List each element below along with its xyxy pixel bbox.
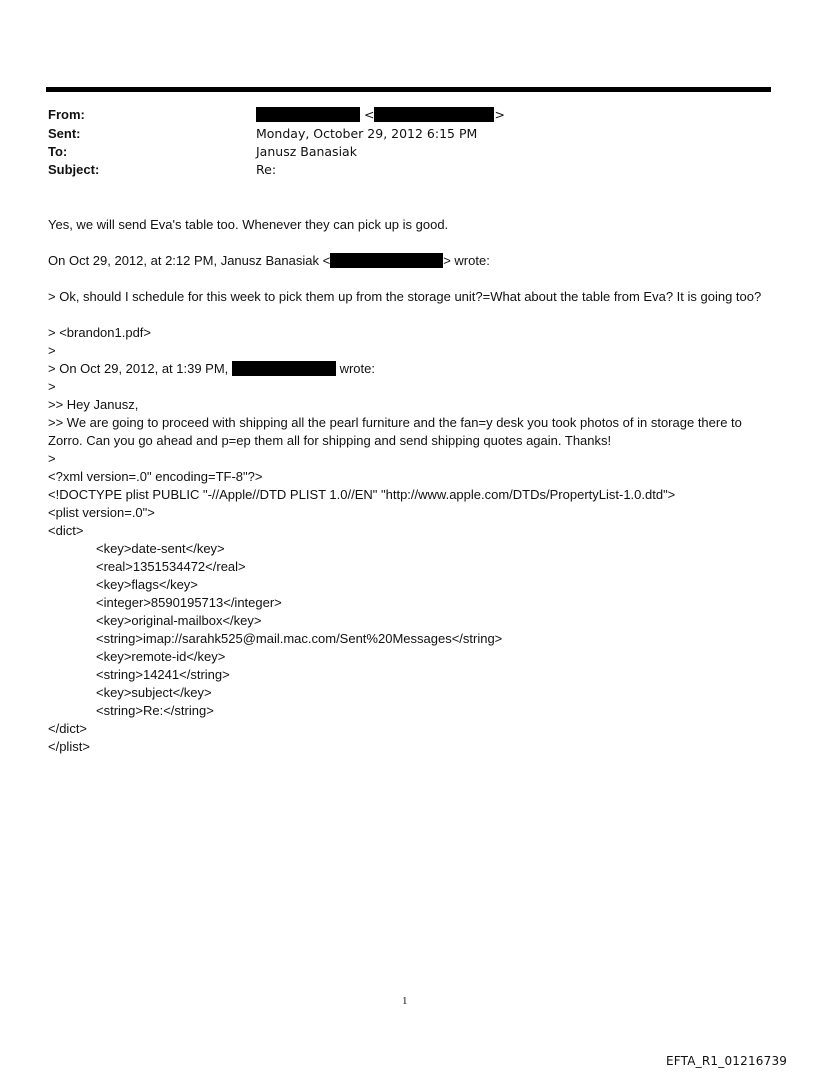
to-value: Janusz Banasiak bbox=[256, 144, 357, 159]
to-label: To: bbox=[48, 144, 68, 159]
quoted-line: >> We are going to proceed with shipping all the pearl furniture and the fan=y desk you took photos of in storage there to Zorro. Can you go ahead and p=ep them all for shipping and send shipping quotes again. Thanks! bbox=[48, 415, 742, 448]
plist-line: <real>1351534472</real> bbox=[96, 559, 246, 574]
quoted-line: > Ok, should I schedule for this week to pick them up from the storage unit?=What about the table from Eva? It is going too? bbox=[48, 289, 762, 304]
quoted-line bbox=[48, 360, 375, 378]
quoted-line-start: > On Oct 29, 2012, at 1:39 PM, bbox=[48, 361, 229, 376]
subject-label: Subject: bbox=[48, 162, 100, 177]
plist-line: </plist> bbox=[48, 739, 90, 754]
redaction-box bbox=[232, 361, 336, 376]
quoted-line-end: wrote: bbox=[339, 361, 375, 376]
plist-line: <string>14241</string> bbox=[96, 667, 230, 682]
plist-line: <dict> bbox=[48, 523, 84, 538]
plist-line: <?xml version=.0" encoding=TF-8"?> bbox=[48, 469, 263, 484]
quoted-line: >> Hey Janusz, bbox=[48, 397, 139, 412]
page-number: 1 bbox=[402, 995, 408, 1007]
subject-value: Re: bbox=[256, 162, 277, 177]
quote-intro-end: > wrote: bbox=[443, 253, 490, 268]
plist-line: <key>remote-id</key> bbox=[96, 649, 226, 664]
quote-intro-start: On Oct 29, 2012, at 2:12 PM, Janusz Banasiak < bbox=[48, 253, 331, 268]
plist-line: </dict> bbox=[48, 721, 88, 736]
plist-line: <string>Re:</string> bbox=[96, 703, 214, 718]
redaction-box bbox=[330, 253, 443, 268]
plist-line: <integer>8590195713</integer> bbox=[96, 595, 282, 610]
quoted-line: > bbox=[48, 343, 56, 358]
plist-line: <string>imap://sarahk525@mail.mac.com/Sent%20Messages</string> bbox=[96, 631, 503, 646]
quoted-line: > bbox=[48, 451, 56, 466]
reply-text: Yes, we will send Eva's table too. Whenever they can pick up is good. bbox=[48, 217, 449, 232]
sent-label: Sent: bbox=[48, 126, 81, 141]
sent-value: Monday, October 29, 2012 6:15 PM bbox=[256, 126, 478, 141]
plist-line: <key>date-sent</key> bbox=[96, 541, 225, 556]
plist-line: <!DOCTYPE plist PUBLIC "-//Apple//DTD PLIST 1.0//EN" "http://www.apple.com/DTDs/PropertyList-1.0.dtd"> bbox=[48, 487, 676, 502]
plist-line: <key>subject</key> bbox=[96, 685, 212, 700]
from-lt: < bbox=[363, 107, 375, 122]
from-label: From: bbox=[48, 107, 85, 122]
plist-line: <key>original-mailbox</key> bbox=[96, 613, 262, 628]
from-value bbox=[256, 106, 505, 124]
plist-line: <plist version=.0"> bbox=[48, 505, 155, 520]
quoted-line: > <brandon1.pdf> bbox=[48, 325, 152, 340]
redaction-box bbox=[256, 107, 360, 122]
bates-number: EFTA_R1_01216739 bbox=[666, 1054, 788, 1068]
quoted-line: > bbox=[48, 379, 56, 394]
from-gt: > bbox=[494, 107, 505, 122]
header-rule bbox=[46, 87, 771, 92]
plist-line: <key>flags</key> bbox=[96, 577, 198, 592]
redaction-box bbox=[374, 107, 494, 122]
quote-intro bbox=[48, 252, 490, 270]
